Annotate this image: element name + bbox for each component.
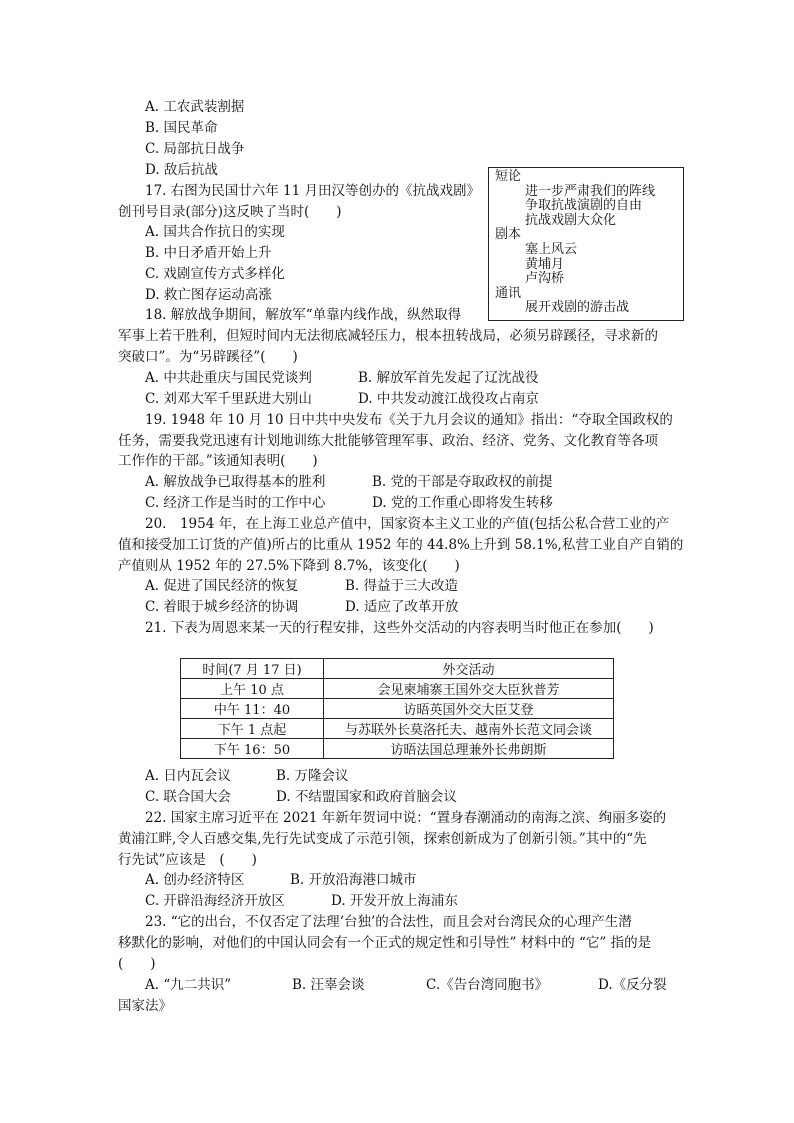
q23-stem-line-1: 23. “它的出台，不仅否定了法理‘台独’的合法性，而且会对台湾民众的心理产生潜 (145, 914, 632, 930)
q19-stem-line-1: 19. 1948 年 10 月 10 日中共中央发布《关于九月会议的通知》指出：“夺取全国政权的 (145, 412, 673, 428)
table-cell: 会见柬埔寨王国外交大臣狄普芳 (324, 679, 614, 699)
table-cell: 上午 10 点 (181, 679, 324, 699)
q18-stem-line-3: 突破口”。为“另辟蹊径”( ) (118, 349, 298, 365)
q23-stem-line-3: ( ) (118, 956, 156, 972)
q22-stem-line-2: 黄浦江畔,令人百感交集,先行先试变成了示范引领，探索创新成为了创新引领。”其中的“先 (118, 831, 647, 847)
table-row (181, 719, 614, 739)
q19-option-a: A. 解放战争已取得基本的胜利 (145, 474, 326, 490)
q17-stem-line-1: 17. 右图为民国廿六年 11 月田汉等创办的《抗战戏剧》 (145, 183, 481, 199)
q22-option-d: D. 开发开放上海浦东 (331, 893, 458, 909)
q18-option-a: A. 中共赴重庆与国民党谈判 (145, 370, 312, 386)
q19-option-d: D. 党的工作重心即将发生转移 (372, 495, 553, 511)
q17-option-c: C. 戏剧宣传方式多样化 (145, 266, 285, 282)
q16-option-c: C. 局部抗日战争 (145, 141, 245, 157)
q20-option-c: C. 着眼于城乡经济的协调 (145, 599, 299, 615)
toc-item: 争取抗战演剧的自由 (525, 198, 643, 214)
toc-heading: 剧本 (495, 227, 522, 243)
q16-option-a: A. 工农武装割据 (145, 99, 245, 115)
q18-option-b: B. 解放军首先发起了辽沈战役 (358, 370, 539, 386)
q19-option-b: B. 党的干部是夺取政权的前提 (372, 474, 553, 490)
q20-option-d: D. 适应了改革开放 (345, 599, 459, 615)
toc-item: 抗战戏剧大众化 (525, 212, 617, 228)
toc-item: 卢沟桥 (525, 271, 565, 287)
q23-option-a: A. “九二共识” (145, 977, 232, 993)
q21-option-d: D. 不结盟国家和政府首脑会议 (276, 789, 457, 805)
q23-stem-line-2: 移默化的影响，对他们的中国认同会有一个正式的规定性和引导性” 材料中的 “它” 指的是 (118, 935, 652, 951)
table-row (181, 679, 614, 699)
toc-item: 塞上风云 (525, 241, 578, 257)
toc-heading: 短论 (495, 169, 522, 184)
q17-option-b: B. 中日矛盾开始上升 (145, 245, 272, 261)
q21-option-b: B. 万隆会议 (276, 768, 349, 784)
q22-stem-line-3: 行先试”应该是 ( ) (118, 852, 257, 868)
q20-option-a: A. 促进了国民经济的恢复 (145, 578, 299, 594)
table-cell: 访晤法国总理兼外长弗朗斯 (324, 739, 614, 759)
q19-stem-line-2: 任务，需要我党迅速有计划地训练大批能够管理军事、政治、经济、党务、文化教育等各项 (118, 433, 658, 449)
q22-option-a: A. 创办经济特区 (145, 872, 245, 888)
table-header-row (181, 659, 614, 679)
q23-option-d: D.《反分裂 (598, 977, 667, 993)
q20-stem-line-1: 20. 1954 年，在上海工业总产值中，国家资本主义工业的产值(包括公私合营工业的产 (145, 516, 670, 532)
q23-option-b: B. 汪辜会谈 (292, 977, 365, 993)
q20-stem-line-2: 值和接受加工订货的产值)所占的比重从 1952 年的 44.8%上升到 58.1%,私营工业自产自销的 (118, 537, 684, 553)
toc-item: 进一步严肃我们的阵线 (525, 183, 656, 199)
q21-stem: 21. 下表为周恩来某一天的行程安排，这些外交活动的内容表明当时他正在参加( ) (145, 620, 654, 636)
q16-option-b: B. 国民革命 (145, 120, 218, 136)
table-cell: 下午 1 点起 (181, 719, 324, 739)
table-row (181, 699, 614, 719)
q23-option-c: C.《告台湾同胞书》 (426, 977, 549, 993)
q17-option-a: A. 国共合作抗日的实现 (145, 224, 285, 240)
table-cell: 与苏联外长莫洛托夫、越南外长范文同会谈 (324, 719, 614, 739)
journal-toc-box (488, 167, 684, 321)
q21-option-a: A. 日内瓦会议 (145, 768, 231, 784)
q18-option-c: C. 刘邓大军千里跃进大别山 (145, 391, 312, 407)
toc-item: 展开戏剧的游击战 (525, 300, 630, 316)
q19-option-c: C. 经济工作是当时的工作中心 (145, 495, 326, 511)
toc-heading: 通讯 (495, 285, 522, 301)
table-cell: 访晤英国外交大臣艾登 (324, 699, 614, 719)
table-header-cell: 外交活动 (324, 659, 614, 679)
table-row (181, 739, 614, 759)
q23-option-d-continued: 国家法》 (118, 998, 172, 1014)
q22-stem-line-1: 22. 国家主席习近平在 2021 年新年贺词中说：“置身春潮涌动的南海之滨、绚丽多姿的 (145, 810, 667, 826)
q18-option-d: D. 中共发动渡江战役攻占南京 (358, 391, 539, 407)
q20-option-b: B. 得益于三大改造 (345, 578, 459, 594)
table-cell: 下午 16：50 (181, 739, 324, 759)
q21-option-c: C. 联合国大会 (145, 789, 231, 805)
toc-item: 黄埔月 (525, 256, 565, 272)
q22-option-b: B. 开放沿海港口城市 (290, 872, 417, 888)
q22-option-c: C. 开辟沿海经济开放区 (145, 893, 285, 909)
q17-stem-line-2: 创刊号目录(部分)这反映了当时( ) (118, 204, 342, 220)
table-cell: 中午 11：40 (181, 699, 324, 719)
q18-stem-line-1: 18. 解放战争期间，解放军“单靠内线作战，纵然取得 (145, 307, 462, 323)
table-header-cell: 时间(7 月 17 日) (181, 659, 324, 679)
q18-stem-line-2: 军事上若干胜利，但短时间内无法彻底减轻压力，根本扭转战局，必须另辟蹊径，寻求新的 (118, 328, 658, 344)
q20-stem-line-3: 产值则从 1952 年的 27.5%下降到 8.7%，该变化( ) (118, 558, 460, 574)
q17-option-d: D. 救亡图存运动高涨 (145, 287, 272, 303)
q19-stem-line-3: 工作作的干部。”该通知表明( ) (118, 453, 318, 469)
itinerary-table (180, 658, 614, 759)
q16-option-d: D. 敌后抗战 (145, 162, 218, 178)
